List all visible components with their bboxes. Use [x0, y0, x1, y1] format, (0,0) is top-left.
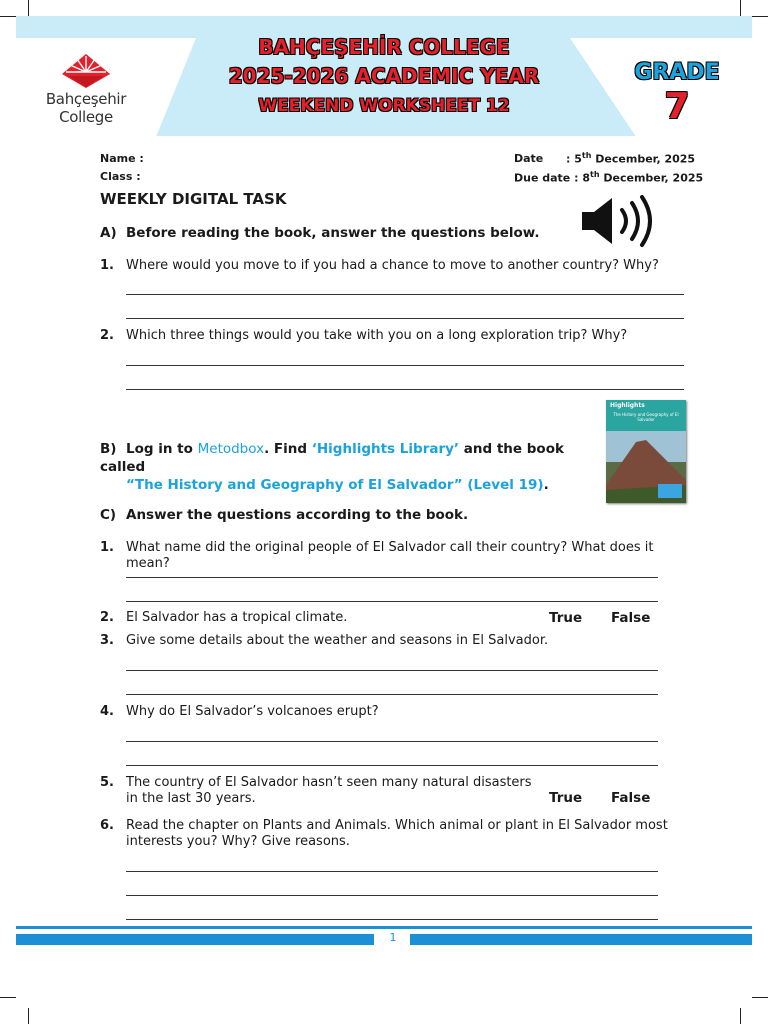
worksheet-title: WEEKEND WORKSHEET 12	[258, 96, 510, 116]
class-label: Class :	[100, 170, 141, 183]
bahcesehir-logo-icon	[60, 52, 112, 90]
section-a-letter: A)	[100, 225, 117, 241]
section-b-text4: .	[543, 477, 549, 493]
answer-line[interactable]	[126, 601, 658, 602]
crop-mark	[752, 997, 768, 998]
due-label: Due date :	[514, 171, 579, 185]
book-level-badge	[658, 484, 682, 498]
highlights-library-link[interactable]: ‘Highlights Library’	[311, 441, 460, 457]
question-text: Which three things would you take with you on a long exploration trip? Why?	[126, 328, 628, 343]
book-cover-brand: Highlights	[610, 402, 645, 409]
answer-line[interactable]	[126, 389, 684, 390]
school-title: BAHÇEŞEHİR COLLEGE	[258, 35, 510, 59]
question-number: 2.	[100, 328, 114, 343]
true-option[interactable]: True	[549, 610, 583, 626]
answer-line[interactable]	[126, 694, 658, 695]
crop-mark	[740, 1008, 741, 1024]
academic-year: 2025-2026 ACADEMIC YEAR	[228, 64, 540, 88]
section-b-heading	[100, 440, 600, 494]
question-text: Why do El Salvador’s volcanoes erupt?	[126, 704, 379, 719]
false-option[interactable]: False	[611, 790, 651, 806]
date-colon: :	[566, 152, 571, 166]
question-number: 5.	[100, 775, 114, 790]
task-title: WEEKLY DIGITAL TASK	[100, 190, 287, 208]
date-label: Date	[514, 152, 544, 165]
answer-line[interactable]	[126, 365, 684, 366]
question-number: 2.	[100, 610, 114, 625]
question-text	[126, 818, 706, 850]
speaker-icon[interactable]	[580, 194, 660, 248]
answer-line[interactable]	[126, 670, 658, 671]
crop-mark	[740, 0, 741, 16]
section-a-heading	[100, 225, 540, 241]
question-text: Give some details about the weather and seasons in El Salvador.	[126, 633, 549, 648]
metodbox-link[interactable]: Metodbox	[197, 441, 265, 457]
crop-mark	[0, 16, 16, 17]
answer-line[interactable]	[126, 895, 658, 896]
answer-line[interactable]	[126, 919, 658, 920]
question-text	[126, 775, 546, 807]
due-sup: th	[590, 170, 600, 179]
grade-value: 7	[664, 86, 690, 127]
crop-mark	[0, 997, 16, 998]
question-number: 1.	[100, 258, 114, 273]
logo-text	[34, 90, 138, 126]
question-text-line1: The country of El Salvador hasn’t seen many natural disasters	[126, 775, 532, 790]
answer-line[interactable]	[126, 871, 658, 872]
due-date	[514, 170, 703, 185]
answer-line[interactable]	[126, 765, 658, 766]
date-value	[566, 151, 695, 166]
book-cover-title: The History and Geography of El Salvador	[613, 412, 679, 422]
false-option[interactable]: False	[611, 610, 651, 626]
section-b-letter: B)	[100, 441, 117, 457]
logo-line2: College	[59, 108, 113, 126]
section-c-letter: C)	[100, 507, 117, 523]
grade-label: GRADE	[634, 60, 720, 85]
question-text: El Salvador has a tropical climate.	[126, 610, 348, 625]
crop-mark	[28, 1008, 29, 1024]
question-text-line2: in the last 30 years.	[126, 791, 256, 806]
section-b-text1: Log in to	[126, 441, 198, 457]
book-title[interactable]: “The History and Geography of El Salvador” (Level 19)	[126, 477, 544, 493]
question-text-line1: Read the chapter on Plants and Animals. Which animal or plant in El Salvador most	[126, 818, 668, 833]
answer-line[interactable]	[126, 577, 658, 578]
crop-mark	[28, 0, 29, 16]
page-number: 1	[389, 931, 397, 944]
question-text-line2: interests you? Why? Give reasons.	[126, 834, 350, 849]
question-number: 4.	[100, 704, 114, 719]
book-title-line	[100, 476, 600, 494]
date-rest: December, 2025	[595, 152, 696, 166]
section-b-text2: . Find	[264, 441, 312, 457]
question-number: 1.	[100, 540, 114, 555]
answer-line[interactable]	[126, 294, 684, 295]
name-label: Name :	[100, 152, 144, 165]
section-c-title: Answer the questions according to the book.	[126, 507, 469, 523]
question-number: 3.	[100, 633, 114, 648]
true-option[interactable]: True	[549, 790, 583, 806]
section-c-heading	[100, 507, 468, 523]
logo-line1: Bahçeşehir	[45, 90, 127, 108]
date-sup: th	[581, 151, 592, 160]
book-cover[interactable]	[606, 400, 686, 503]
footer-rule	[16, 926, 752, 929]
crop-mark	[752, 16, 768, 17]
due-rest: December, 2025	[603, 171, 704, 185]
section-b-text3: and the book called	[100, 441, 564, 475]
due-day: 8	[582, 171, 590, 185]
date-day: 5	[574, 152, 582, 166]
footer-bar-left	[16, 934, 374, 945]
question-number: 6.	[100, 818, 114, 833]
section-a-title: Before reading the book, answer the questions below.	[126, 225, 540, 241]
footer-bar-right	[410, 934, 752, 945]
question-text: What name did the original people of El Salvador call their country? What does it mean?	[126, 540, 654, 571]
answer-line[interactable]	[126, 741, 658, 742]
answer-line[interactable]	[126, 318, 684, 319]
question-text: Where would you move to if you had a chance to move to another country? Why?	[126, 258, 659, 273]
